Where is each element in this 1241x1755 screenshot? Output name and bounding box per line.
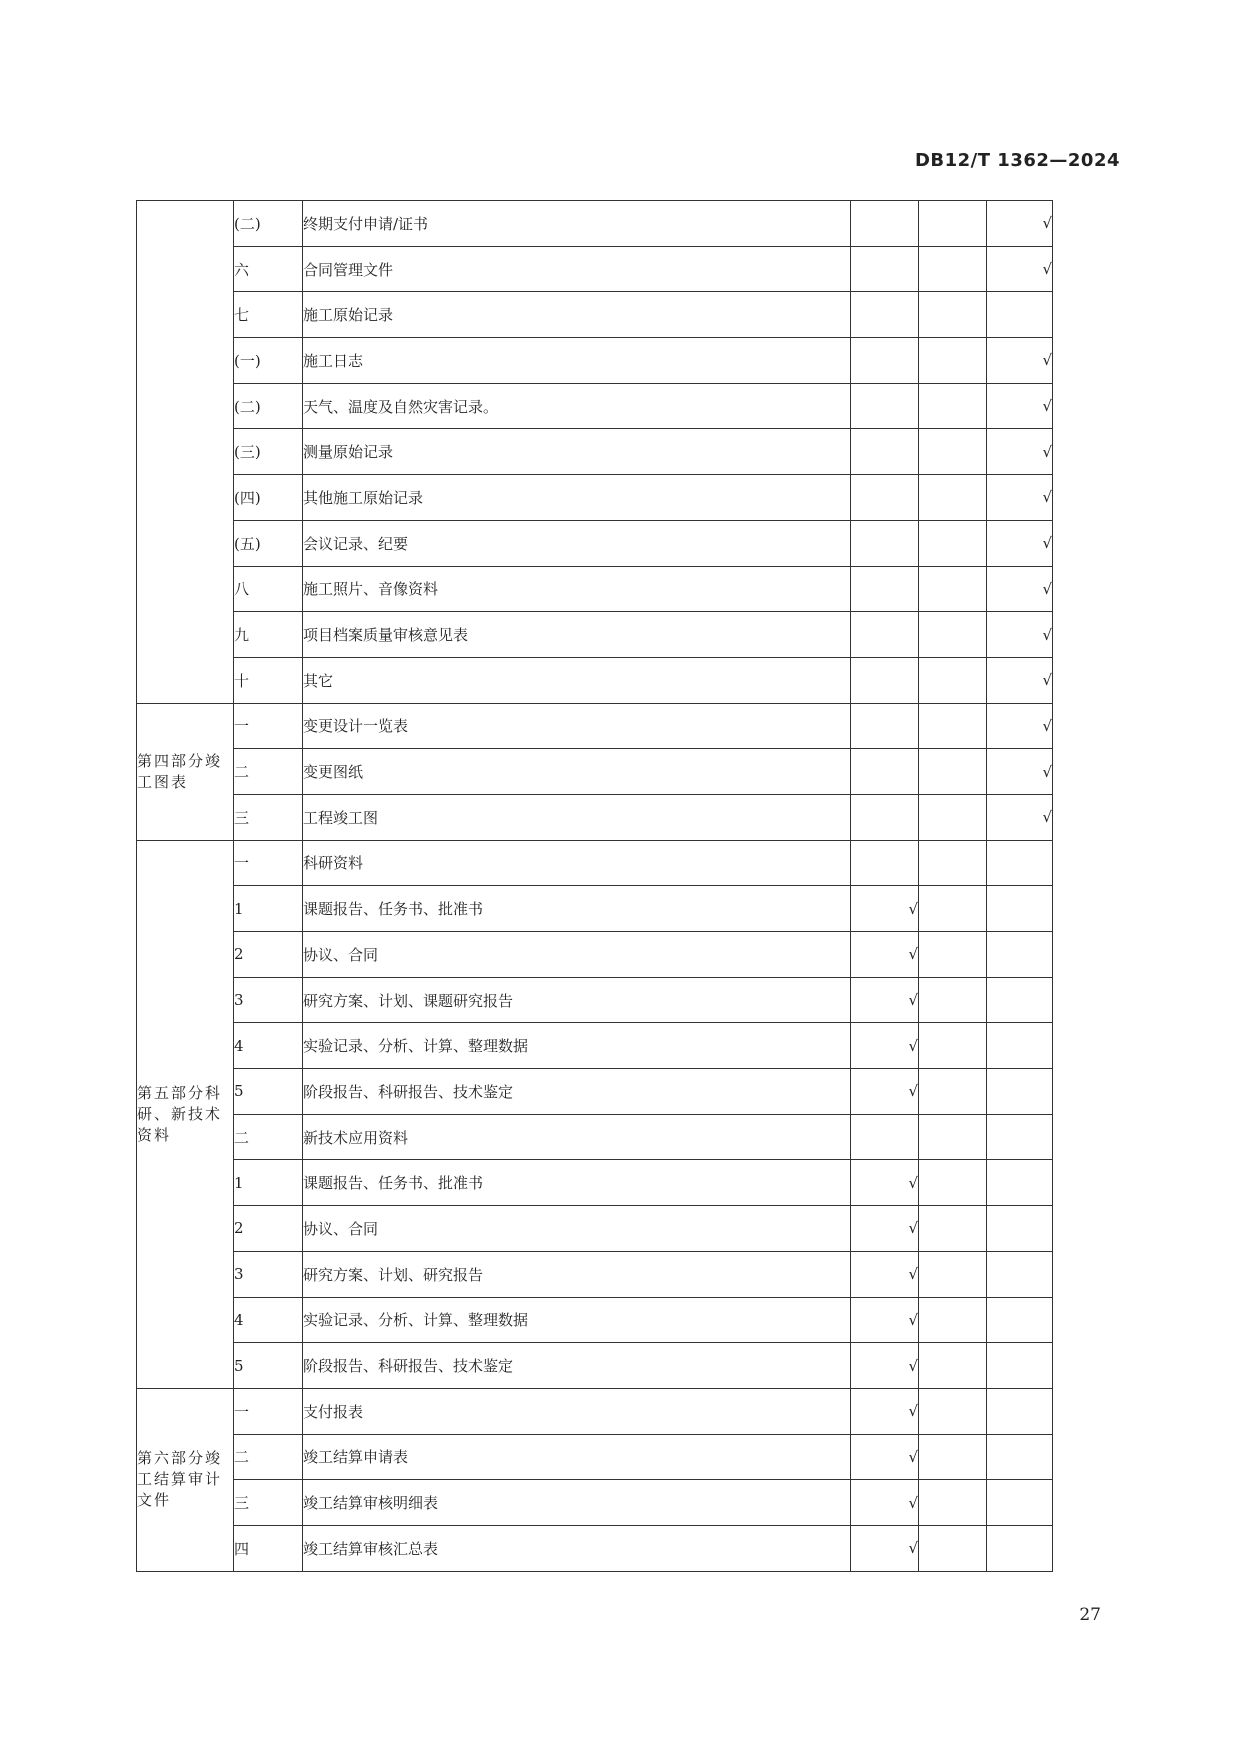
check-cell-1 [851,383,919,429]
table-row [137,932,1053,978]
check-cell-1: √ [851,932,919,978]
item-name-cell: 施工日志 [303,338,851,384]
check-cell-1 [851,657,919,703]
check-cell-2 [919,1069,987,1115]
check-cell-2 [919,657,987,703]
table-body [137,201,1053,1572]
item-name-cell: 其他施工原始记录 [303,475,851,521]
table-row [137,1023,1053,1069]
check-cell-2 [919,840,987,886]
check-cell-2 [919,612,987,658]
check-cell-1: √ [851,1480,919,1526]
item-number-cell: (二) [234,201,303,247]
check-cell-2 [919,1343,987,1389]
check-cell-3 [987,1114,1053,1160]
table-row [137,612,1053,658]
table-row [137,1297,1053,1343]
item-name-cell: 课题报告、任务书、批准书 [303,886,851,932]
item-name-cell: 会议记录、纪要 [303,520,851,566]
check-cell-2 [919,429,987,475]
table-row [137,201,1053,247]
check-cell-3: √ [987,475,1053,521]
item-number-cell: 一 [234,840,303,886]
check-cell-2 [919,703,987,749]
check-cell-3: √ [987,383,1053,429]
table-row [137,1206,1053,1252]
check-cell-1 [851,840,919,886]
item-name-cell: 课题报告、任务书、批准书 [303,1160,851,1206]
check-cell-1: √ [851,1434,919,1480]
table-row [137,1343,1053,1389]
check-cell-1 [851,429,919,475]
item-number-cell: 3 [234,1251,303,1297]
item-name-cell: 测量原始记录 [303,429,851,475]
check-cell-1 [851,794,919,840]
page-number: 27 [1079,1605,1101,1625]
table-row [137,292,1053,338]
check-cell-3 [987,1206,1053,1252]
item-number-cell: 四 [234,1525,303,1571]
item-name-cell: 工程竣工图 [303,794,851,840]
check-cell-2 [919,1525,987,1571]
check-cell-2 [919,246,987,292]
item-number-cell: 三 [234,794,303,840]
item-number-cell: 5 [234,1069,303,1115]
table-row [137,977,1053,1023]
item-number-cell: (二) [234,383,303,429]
item-number-cell: 二 [234,749,303,795]
item-name-cell: 新技术应用资料 [303,1114,851,1160]
check-cell-2 [919,886,987,932]
item-number-cell: 一 [234,703,303,749]
check-cell-1: √ [851,1160,919,1206]
item-name-cell: 协议、合同 [303,932,851,978]
check-cell-1 [851,749,919,795]
check-cell-1 [851,246,919,292]
part-title-cell: 第五部分科研、新技术资料 [137,840,234,1388]
item-number-cell: 八 [234,566,303,612]
check-cell-2 [919,1297,987,1343]
table-row [137,1388,1053,1434]
item-number-cell: (四) [234,475,303,521]
check-cell-3 [987,1343,1053,1389]
check-cell-3 [987,977,1053,1023]
item-name-cell: 阶段报告、科研报告、技术鉴定 [303,1343,851,1389]
check-cell-3 [987,932,1053,978]
table-row [137,338,1053,384]
part-title-cell: 第四部分竣工图表 [137,703,234,840]
check-cell-1 [851,566,919,612]
check-cell-2 [919,1480,987,1526]
check-cell-2 [919,338,987,384]
check-cell-3 [987,1251,1053,1297]
item-number-cell: 2 [234,1206,303,1252]
item-name-cell: 科研资料 [303,840,851,886]
item-name-cell: 研究方案、计划、研究报告 [303,1251,851,1297]
item-name-cell: 竣工结算申请表 [303,1434,851,1480]
item-number-cell: (三) [234,429,303,475]
check-cell-3 [987,840,1053,886]
check-cell-1 [851,703,919,749]
check-cell-2 [919,932,987,978]
table-row [137,794,1053,840]
item-name-cell: 施工照片、音像资料 [303,566,851,612]
check-cell-3: √ [987,246,1053,292]
check-cell-1 [851,1114,919,1160]
table-row [137,1069,1053,1115]
check-cell-2 [919,1388,987,1434]
item-number-cell: 六 [234,246,303,292]
table-row [137,475,1053,521]
table-row [137,840,1053,886]
check-cell-1 [851,292,919,338]
table-row [137,886,1053,932]
check-cell-1 [851,520,919,566]
check-cell-2 [919,566,987,612]
item-name-cell: 天气、温度及自然灾害记录。 [303,383,851,429]
archive-catalog-table [136,200,1053,1572]
check-cell-3: √ [987,201,1053,247]
table-row [137,1525,1053,1571]
item-number-cell: 4 [234,1297,303,1343]
check-cell-3 [987,1480,1053,1526]
check-cell-1: √ [851,1525,919,1571]
item-name-cell: 合同管理文件 [303,246,851,292]
item-name-cell: 竣工结算审核明细表 [303,1480,851,1526]
table-row [137,1480,1053,1526]
item-number-cell: 二 [234,1434,303,1480]
check-cell-3: √ [987,703,1053,749]
check-cell-2 [919,1206,987,1252]
check-cell-1: √ [851,886,919,932]
item-number-cell: 十 [234,657,303,703]
check-cell-1: √ [851,1343,919,1389]
check-cell-1 [851,201,919,247]
check-cell-2 [919,520,987,566]
check-cell-3 [987,1434,1053,1480]
check-cell-3: √ [987,566,1053,612]
check-cell-1: √ [851,1297,919,1343]
check-cell-3: √ [987,794,1053,840]
check-cell-2 [919,383,987,429]
check-cell-1 [851,475,919,521]
item-number-cell: 七 [234,292,303,338]
table-row [137,520,1053,566]
check-cell-3: √ [987,429,1053,475]
check-cell-1: √ [851,1388,919,1434]
check-cell-2 [919,475,987,521]
table-row [137,429,1053,475]
part-title-cell: 第六部分竣工结算审计文件 [137,1388,234,1571]
check-cell-2 [919,1251,987,1297]
item-name-cell: 终期支付申请/证书 [303,201,851,247]
check-cell-2 [919,749,987,795]
item-number-cell: 一 [234,1388,303,1434]
table-row [137,749,1053,795]
check-cell-3: √ [987,612,1053,658]
table-row [137,1251,1053,1297]
check-cell-2 [919,1160,987,1206]
item-name-cell: 协议、合同 [303,1206,851,1252]
item-number-cell: (一) [234,338,303,384]
item-number-cell: 九 [234,612,303,658]
check-cell-2 [919,1023,987,1069]
check-cell-3: √ [987,520,1053,566]
table-row [137,383,1053,429]
table-row [137,1434,1053,1480]
item-number-cell: 三 [234,1480,303,1526]
item-number-cell: 4 [234,1023,303,1069]
check-cell-1: √ [851,1023,919,1069]
check-cell-3: √ [987,657,1053,703]
item-number-cell: (五) [234,520,303,566]
check-cell-1: √ [851,977,919,1023]
item-name-cell: 研究方案、计划、课题研究报告 [303,977,851,1023]
part-title-cell [137,201,234,704]
table-row [137,703,1053,749]
check-cell-3 [987,886,1053,932]
item-name-cell: 竣工结算审核汇总表 [303,1525,851,1571]
check-cell-3 [987,1160,1053,1206]
check-cell-2 [919,1434,987,1480]
check-cell-3: √ [987,338,1053,384]
item-name-cell: 阶段报告、科研报告、技术鉴定 [303,1069,851,1115]
item-number-cell: 1 [234,886,303,932]
check-cell-3 [987,1297,1053,1343]
check-cell-3 [987,1388,1053,1434]
document-code: DB12/T 1362—2024 [914,150,1120,171]
table-row [137,1160,1053,1206]
check-cell-2 [919,1114,987,1160]
check-cell-3: √ [987,749,1053,795]
table-row [137,1114,1053,1160]
check-cell-3 [987,1023,1053,1069]
item-name-cell: 变更图纸 [303,749,851,795]
check-cell-1 [851,338,919,384]
item-name-cell: 其它 [303,657,851,703]
item-name-cell: 支付报表 [303,1388,851,1434]
item-number-cell: 1 [234,1160,303,1206]
item-name-cell: 实验记录、分析、计算、整理数据 [303,1297,851,1343]
check-cell-1 [851,612,919,658]
check-cell-3 [987,1069,1053,1115]
item-number-cell: 3 [234,977,303,1023]
item-number-cell: 5 [234,1343,303,1389]
check-cell-2 [919,794,987,840]
check-cell-2 [919,292,987,338]
table-row [137,566,1053,612]
item-name-cell: 实验记录、分析、计算、整理数据 [303,1023,851,1069]
check-cell-1: √ [851,1206,919,1252]
check-cell-2 [919,977,987,1023]
check-cell-1: √ [851,1251,919,1297]
item-name-cell: 变更设计一览表 [303,703,851,749]
check-cell-2 [919,201,987,247]
table-row [137,246,1053,292]
check-cell-3 [987,1525,1053,1571]
item-number-cell: 二 [234,1114,303,1160]
check-cell-3 [987,292,1053,338]
check-cell-1: √ [851,1069,919,1115]
item-name-cell: 项目档案质量审核意见表 [303,612,851,658]
item-name-cell: 施工原始记录 [303,292,851,338]
table-row [137,657,1053,703]
item-number-cell: 2 [234,932,303,978]
